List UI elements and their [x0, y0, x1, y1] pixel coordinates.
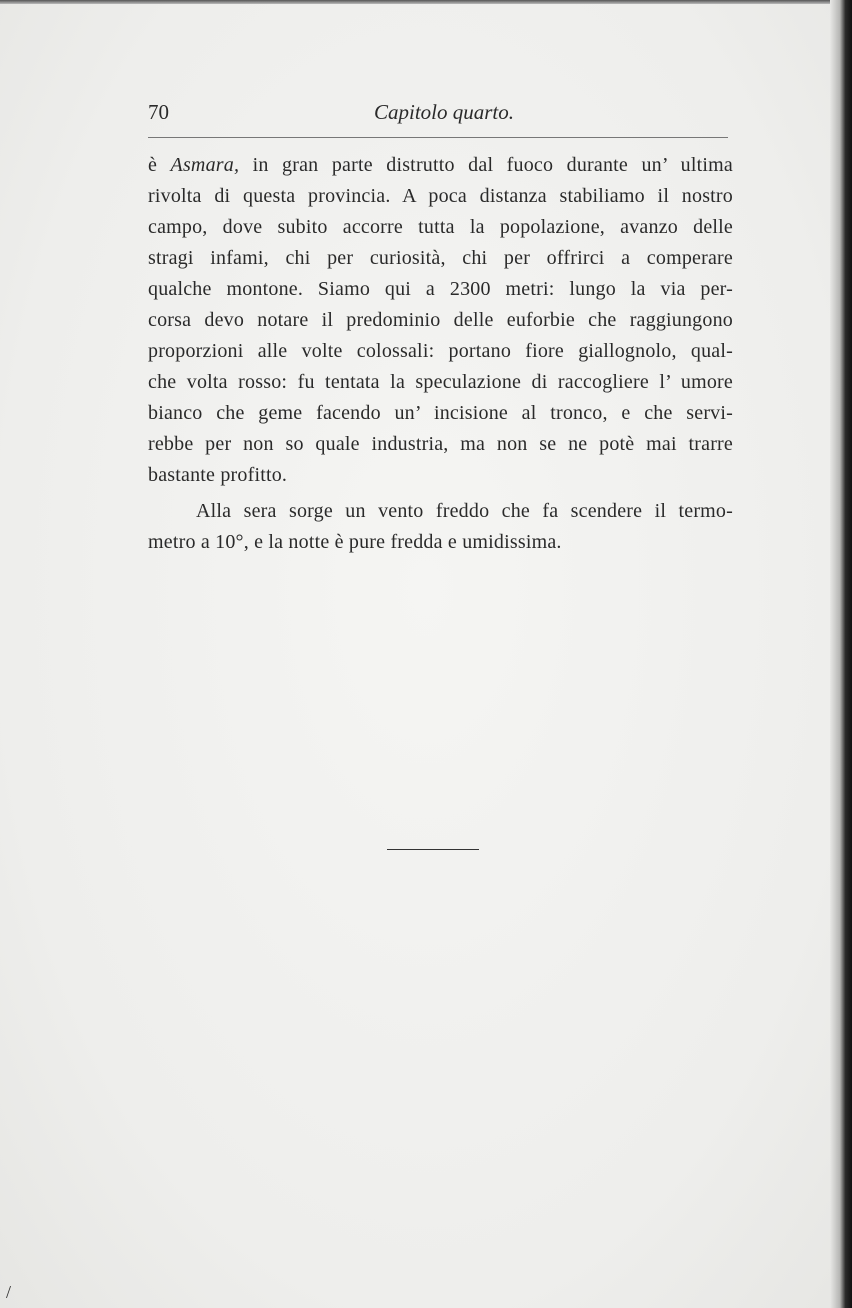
text-line: bastante profitto.	[148, 464, 288, 486]
text-line: Alla sera sorge un vento freddo che fa scendere il termo-	[196, 500, 733, 522]
text-span: in gran parte distrutto dal fuoco durante un’ ultima	[239, 154, 733, 176]
body-text	[148, 150, 733, 558]
place-name: Asmara,	[170, 154, 240, 176]
margin-mark: /	[6, 1282, 12, 1302]
page-top-edge	[0, 0, 852, 4]
text-line: corsa devo notare il predominio delle euforbie che raggiungono	[148, 309, 733, 331]
text-line: campo, dove subito accorre tutta la popolazione, avanzo delle	[148, 216, 733, 238]
text-line: bianco che geme facendo un’ incisione al tronco, e che servi-	[148, 402, 733, 424]
text-line: metro a 10°, e la notte è pure fredda e umidissima.	[148, 531, 562, 553]
page-binding-edge	[830, 0, 852, 1308]
chapter-end-rule	[387, 849, 479, 850]
running-title: Capitolo quarto.	[374, 100, 515, 124]
text-line: che volta rosso: fu tentata la speculazione di raccogliere l’ umore	[148, 371, 733, 393]
page-number: 70	[148, 100, 169, 124]
text-line: stragi infami, chi per curiosità, chi per offrirci a comperare	[148, 247, 733, 269]
text-span: è	[148, 154, 171, 176]
text-line: qualche montone. Siamo qui a 2300 metri: lungo la via per-	[148, 278, 733, 300]
text-line: proporzioni alle volte colossali: portano fiore giallognolo, qual-	[148, 340, 733, 362]
text-line: rivolta di questa provincia. A poca distanza stabiliamo il nostro	[148, 185, 733, 207]
text-line: rebbe per non so quale industria, ma non se ne potè mai trarre	[148, 433, 733, 455]
running-header	[148, 100, 728, 132]
header-rule	[148, 137, 728, 138]
text-line	[148, 150, 733, 181]
